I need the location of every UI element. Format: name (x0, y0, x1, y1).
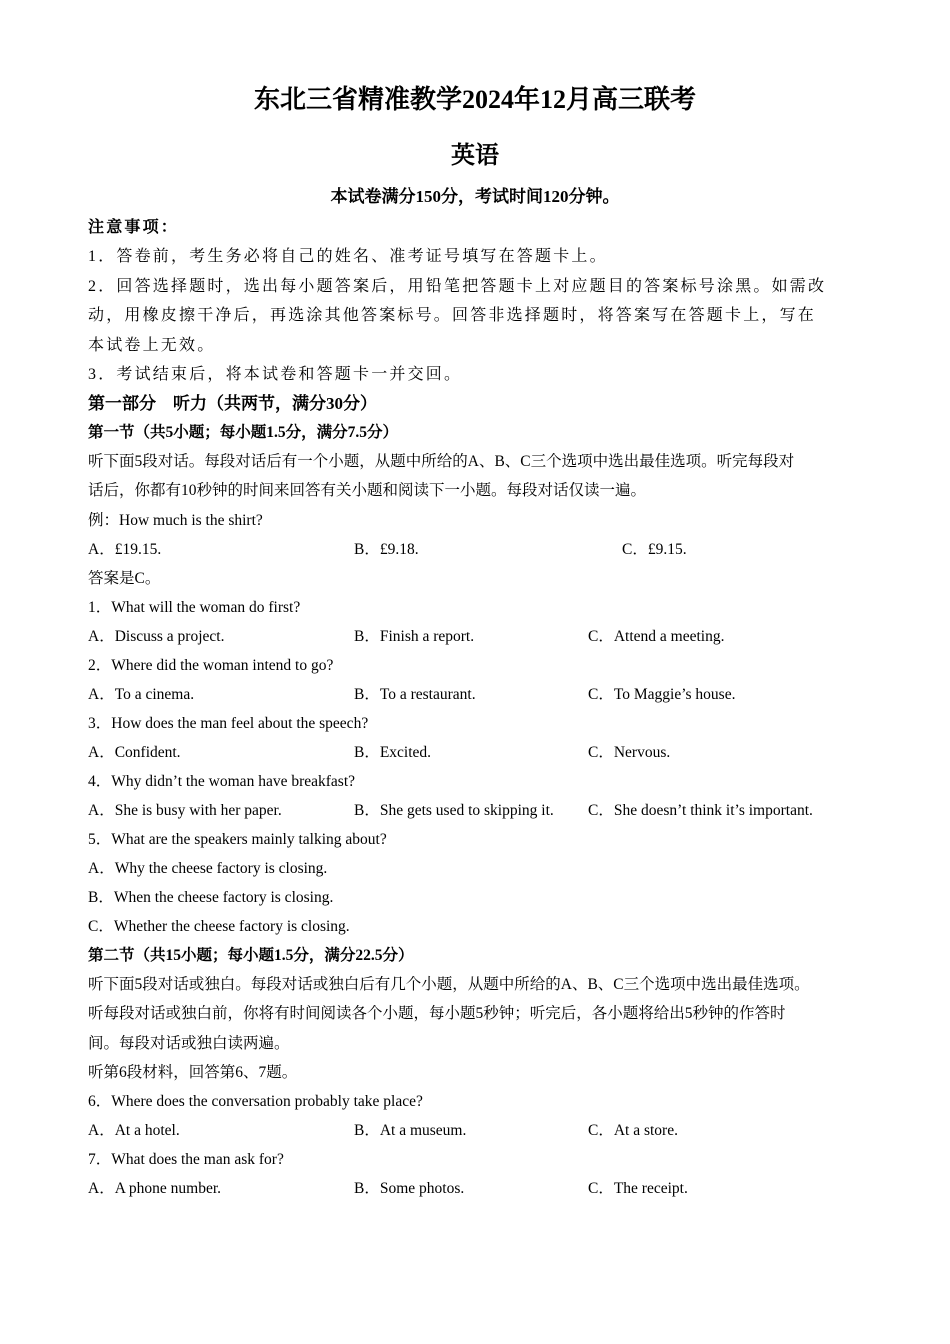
question-3: 3．How does the man feel about the speech? (88, 715, 369, 732)
question-2-option-a: A．To a cinema. (88, 686, 195, 703)
section1-directions-line-2: 话后，你都有10秒钟的时间来回答有关小题和阅读下一小题。每段对话仅读一遍。 (88, 482, 647, 499)
example-option-b: B．£9.18. (354, 541, 419, 558)
subject-title: 英语 (451, 143, 499, 169)
section1-title: 第一节（共5小题；每小题1.5分，满分7.5分） (88, 424, 399, 441)
part1-title: 第一部分 听力（共两节，满分30分） (88, 394, 377, 413)
question-3-option-b: B．Excited. (354, 744, 432, 761)
question-2-option-c: C．To Maggie’s house. (588, 686, 736, 703)
example-option-a: A．£19.15. (88, 541, 162, 558)
question-5: 5．What are the speakers mainly talking about? (88, 831, 387, 848)
question-6: 6．Where does the conversation probably take place? (88, 1093, 423, 1110)
exam-info: 本试卷满分150分，考试时间120分钟。 (330, 187, 620, 206)
notice-item-2-line-3: 本试卷上无效。 (88, 337, 216, 354)
question-7: 7．What does the man ask for? (88, 1151, 284, 1168)
question-6-option-a: A．At a hotel. (88, 1122, 180, 1139)
notice-item-2-line-2: 动，用橡皮擦干净后，再选涂其他答案标号。回答非选择题时，将答案写在答题卡上，写在 (88, 307, 817, 324)
example-answer: 答案是C。 (88, 570, 161, 587)
section2-directions-line-2: 听每段对话或独白前，你将有时间阅读各个小题，每小题5秒钟；听完后，各小题将给出5秒钟的作答时 (88, 1005, 786, 1022)
question-3-option-c: C．Nervous. (588, 744, 671, 761)
question-5-option-a: A．Why the cheese factory is closing. (88, 860, 328, 877)
notice-item-1: 1．答卷前，考生务必将自己的姓名、准考证号填写在答题卡上。 (88, 248, 608, 265)
question-3-option-a: A．Confident. (88, 744, 181, 761)
question-6-option-b: B．At a museum. (354, 1122, 467, 1139)
notice-item-3: 3．考试结束后，将本试卷和答题卡一并交回。 (88, 366, 463, 383)
section2-title: 第二节（共15小题；每小题1.5分，满分22.5分） (88, 947, 414, 964)
question-1: 1．What will the woman do first? (88, 599, 301, 616)
question-6-option-c: C．At a store. (588, 1122, 678, 1139)
question-7-option-c: C．The receipt. (588, 1180, 688, 1197)
question-1-option-c: C．Attend a meeting. (588, 628, 725, 645)
example-option-c: C．£9.15. (622, 541, 687, 558)
example-question: 例：How much is the shirt? (88, 512, 263, 529)
question-4-option-b: B．She gets used to skipping it. (354, 802, 554, 819)
question-7-option-b: B．Some photos. (354, 1180, 465, 1197)
section2-directions-line-1: 听下面5段对话或独白。每段对话或独白后有几个小题，从题中所给的A、B、C三个选项中选出最佳选项。 (88, 976, 810, 993)
notice-heading: 注意事项： (88, 219, 180, 236)
question-2: 2．Where did the woman intend to go? (88, 657, 334, 674)
question-4-option-a: A．She is busy with her paper. (88, 802, 282, 819)
section2-directions-line-3: 间。每段对话或独白读两遍。 (88, 1035, 290, 1052)
question-1-option-b: B．Finish a report. (354, 628, 475, 645)
question-7-option-a: A．A phone number. (88, 1180, 222, 1197)
question-2-option-b: B．To a restaurant. (354, 686, 476, 703)
section1-directions-line-1: 听下面5段对话。每段对话后有一个小题，从题中所给的A、B、C三个选项中选出最佳选项。听完每段对 (88, 453, 795, 470)
material-6-intro: 听第6段材料，回答第6、7题。 (88, 1064, 298, 1081)
question-5-option-b: B．When the cheese factory is closing. (88, 889, 334, 906)
exam-title: 东北三省精准教学2024年12月高三联考 (253, 85, 696, 114)
question-1-option-a: A．Discuss a project. (88, 628, 225, 645)
question-4: 4．Why didn’t the woman have breakfast? (88, 773, 356, 790)
notice-item-2-line-1: 2．回答选择题时，选出每小题答案后，用铅笔把答题卡上对应题目的答案标号涂黑。如需改 (88, 278, 827, 295)
question-5-option-c: C．Whether the cheese factory is closing. (88, 918, 350, 935)
question-4-option-c: C．She doesn’t think it’s important. (588, 802, 813, 819)
